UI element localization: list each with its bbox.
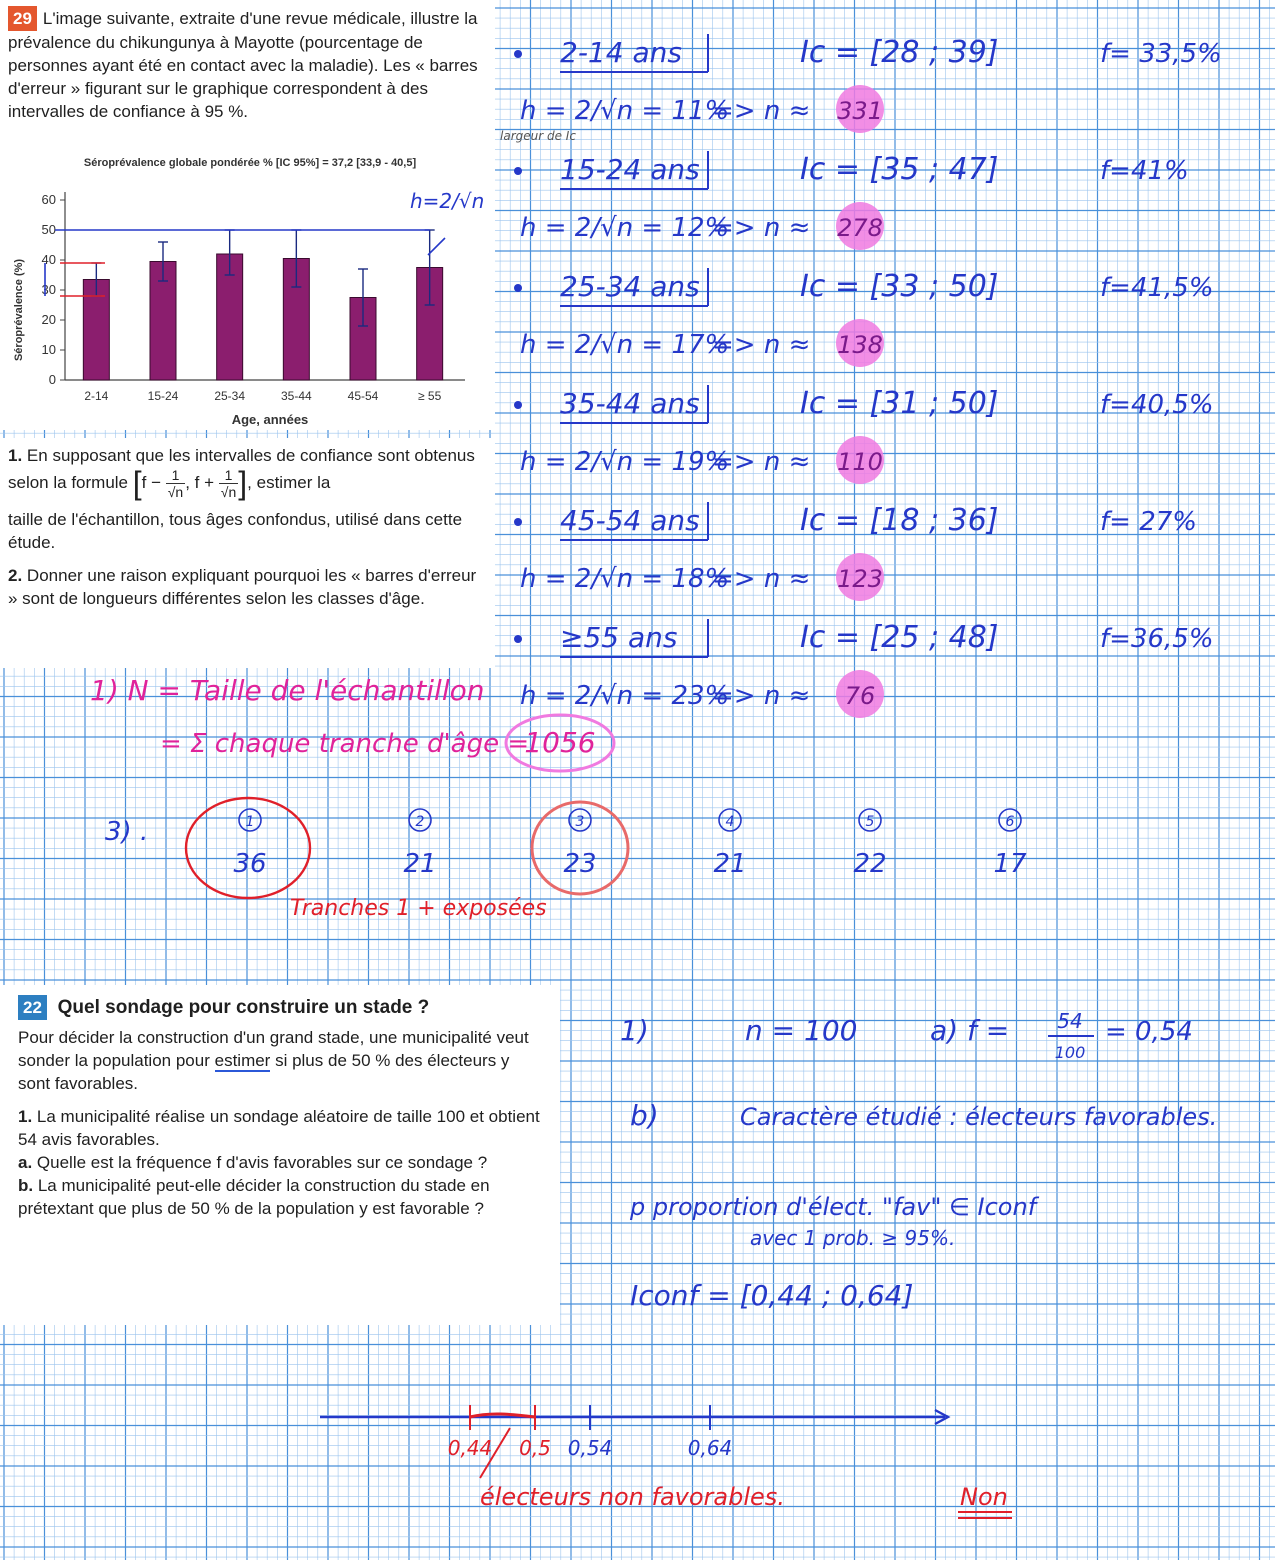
- chart-x-label: Age, années: [231, 412, 309, 427]
- exercise-22-badge: 22: [18, 995, 47, 1020]
- chart-annotation-h: h=2/√n: [410, 189, 485, 213]
- ex22-note-frac-num: 54: [1057, 1009, 1083, 1033]
- exercise-22-intro-underlined: estimer: [214, 1051, 271, 1070]
- answer-3-index: 3: [575, 814, 585, 830]
- ex22-note-2a: b): [630, 1099, 659, 1132]
- exercise-22-q1-text: La municipalité réalise un sondage aléatoire de taille 100 et obtient 54 avis favorables.: [18, 1107, 540, 1149]
- exercise-22-intro-b: si plus de 50 % des électeurs y sont favorables.: [18, 1051, 510, 1093]
- note-interval: Ic = [33 ; 50]: [800, 269, 999, 304]
- ex22-note-1a: 1): [620, 1014, 649, 1047]
- formula-open-bracket: [: [132, 465, 142, 501]
- note-h-formula: h = 2/√n = 12%: [520, 213, 730, 243]
- ex22-note-3b: avec 1 prob. ≥ 95%.: [750, 1226, 956, 1250]
- note-age-range: 2-14 ans: [560, 36, 682, 69]
- note-h-formula: h = 2/√n = 23%: [520, 681, 730, 711]
- answer-3-index: 5: [865, 814, 875, 830]
- note-arrow: => n ≈: [712, 96, 811, 126]
- note-frequency: f= 27%: [1100, 507, 1197, 537]
- answer-3-value: 36: [233, 849, 267, 879]
- chart-x-tick-label: 25-34: [214, 389, 246, 403]
- fraction-denominator-2: √n: [220, 484, 237, 500]
- question-1-number: 1.: [8, 446, 23, 465]
- note-largeur: largeur de Ic: [500, 129, 576, 143]
- note-bullet: [514, 635, 522, 643]
- fraction-numerator: 1: [166, 467, 185, 484]
- note-bullet: [514, 50, 522, 58]
- note-interval: Ic = [25 ; 48]: [800, 620, 999, 655]
- exercise-22-qa-number: a.: [18, 1153, 33, 1172]
- answer-3-index: 1: [245, 814, 255, 830]
- note-n-value: 331: [837, 97, 883, 125]
- answer-1-total: 1056: [524, 726, 596, 759]
- ex22-note-1d: = 0,54: [1105, 1017, 1193, 1047]
- note-arrow: => n ≈: [712, 213, 811, 243]
- note-n-value: 123: [837, 565, 883, 593]
- note-frequency: f= 33,5%: [1100, 39, 1222, 69]
- note-h-formula: h = 2/√n = 19%: [520, 447, 730, 477]
- note-n-value: 278: [837, 214, 883, 242]
- chart-title: Séroprévalence globale pondérée % [IC 95%] = 37,2 [33,9 - 40,5]: [83, 157, 417, 169]
- chart-x-tick-label: ≥ 55: [418, 389, 442, 403]
- note-h-formula: h = 2/√n = 18%: [520, 564, 730, 594]
- chart-x-tick-label: 35-44: [280, 389, 312, 403]
- note-age-range: 45-54 ans: [560, 504, 700, 537]
- answer-3-index: 4: [725, 814, 735, 830]
- note-arrow: => n ≈: [712, 564, 811, 594]
- answer-3-value: 21: [403, 849, 437, 879]
- note-age-range: 35-44 ans: [560, 387, 700, 420]
- conclusion-text: Non: [960, 1483, 1008, 1511]
- exercise-22-title: Quel sondage pour construire un stade ?: [57, 997, 430, 1018]
- chart-y-tick-label: 60: [41, 192, 56, 207]
- chart-x-tick-label: 15-24: [147, 389, 179, 403]
- note-frequency: f=40,5%: [1100, 390, 1214, 420]
- note-bullet: [514, 284, 522, 292]
- chart-y-tick-label: 0: [48, 372, 56, 387]
- note-n-value: 76: [844, 682, 876, 710]
- chart-x-tick-label: 45-54: [347, 389, 379, 403]
- answer-3-value: 22: [853, 849, 887, 879]
- formula-left: f −: [141, 472, 162, 492]
- note-frequency: f=36,5%: [1100, 624, 1214, 654]
- exercise-22-qa-text: Quelle est la fréquence f d'avis favorables sur ce sondage ?: [36, 1153, 488, 1172]
- exercise-29-intro-text: L'image suivante, extraite d'une revue médicale, illustre la prévalence du chikungunya à Mayotte (pourcentage de personnes ayant été en contact avec la maladie). Les « barres d'erreur » figurant sur le graphique correspondent à des intervalles de confiance à 95 %.: [8, 9, 478, 121]
- note-bullet: [514, 401, 522, 409]
- note-arrow: => n ≈: [712, 330, 811, 360]
- exercise-22-qb-text: La municipalité peut-elle décider la construction du stade en prétextant que plus de 50 % de la population y est favorable ?: [18, 1176, 490, 1218]
- note-h-formula: h = 2/√n = 11%: [520, 96, 730, 126]
- answer-3-index: 2: [415, 814, 425, 830]
- answer-3-highlight-1: [186, 798, 310, 898]
- ex22-note-3: p proportion d'élect. "fav" ∈ Iconf: [630, 1193, 1037, 1221]
- note-interval: Ic = [28 ; 39]: [800, 35, 999, 70]
- exercise-22-q1-number: 1.: [18, 1107, 33, 1126]
- note-bullet: [514, 167, 522, 175]
- number-line-label: 0,5: [519, 1436, 551, 1460]
- number-line-note: électeurs non favorables.: [480, 1483, 785, 1511]
- answer-3-note: Tranches 1 + exposées: [290, 896, 547, 921]
- note-frequency: f=41,5%: [1100, 273, 1214, 303]
- fraction-denominator: √n: [167, 484, 184, 500]
- chart-x-tick-label: 2-14: [84, 389, 109, 403]
- ex22-note-frac-den: 100: [1054, 1043, 1086, 1062]
- note-age-range: 25-34 ans: [560, 270, 700, 303]
- chart-y-tick-label: 20: [41, 312, 56, 327]
- exercise-number-badge: 29: [8, 6, 37, 31]
- question-1-continuation: taille de l'échantillon, tous âges confondus, utilisé dans cette étude.: [8, 510, 463, 552]
- chart-y-tick-label: 30: [41, 282, 56, 297]
- answer-3-value: 23: [563, 849, 597, 879]
- chart-y-tick-label: 10: [41, 342, 56, 357]
- chart-y-tick-label: 50: [41, 222, 56, 237]
- exercise-22-intro-a: Pour décider la construction d'un grand stade, une municipalité veut sonder la population pour: [18, 1028, 529, 1070]
- answer-3-value: 17: [993, 849, 1027, 879]
- note-h-formula: h = 2/√n = 17%: [520, 330, 730, 360]
- exercise-22-qb-number: b.: [18, 1176, 34, 1195]
- chart-y-tick-label: 40: [41, 252, 56, 267]
- note-interval: Ic = [35 ; 47]: [800, 152, 999, 187]
- question-2-text: Donner une raison expliquant pourquoi les « barres d'erreur » sont de longueurs différentes selon les classes d'âge.: [8, 566, 477, 608]
- note-age-range: ≥55 ans: [560, 621, 678, 654]
- question-1-text: En supposant que les intervalles de confiance sont obtenus selon la formule: [8, 446, 475, 492]
- number-line-label: 0,54: [567, 1436, 613, 1460]
- ex22-note-2b: Caractère étudié : électeurs favorables.: [740, 1103, 1218, 1131]
- answer-3-index: 6: [1005, 814, 1015, 830]
- note-n-value: 138: [837, 331, 883, 359]
- ex22-note-4: Iconf = [0,44 ; 0,64]: [630, 1279, 914, 1312]
- note-arrow: => n ≈: [712, 681, 811, 711]
- note-frequency: f=41%: [1100, 156, 1189, 186]
- note-n-value: 110: [837, 448, 883, 476]
- fraction-numerator-2: 1: [219, 467, 238, 484]
- chart-y-label: Séroprévalence (%): [13, 258, 25, 362]
- question-2-number: 2.: [8, 566, 23, 585]
- answer-1-line1: 1) N = Taille de l'échantillon: [90, 674, 485, 707]
- note-interval: Ic = [18 ; 36]: [800, 503, 999, 538]
- answer-3-value: 21: [713, 849, 747, 879]
- ex22-note-1c: a) f =: [930, 1014, 1010, 1047]
- number-line-label: 0,64: [687, 1436, 733, 1460]
- note-age-range: 15-24 ans: [560, 153, 700, 186]
- note-arrow: => n ≈: [712, 447, 811, 477]
- formula-close-bracket: ]: [238, 465, 248, 501]
- note-bullet: [514, 518, 522, 526]
- ex22-note-1b: n = 100: [745, 1014, 858, 1047]
- number-line-label: 0,44: [447, 1436, 493, 1460]
- question-1-inline-end: , estimer la: [247, 472, 331, 492]
- answer-1-line2: = Σ chaque tranche d'âge =: [160, 729, 530, 759]
- answer-3-label: 3) .: [105, 817, 149, 847]
- formula-mid: , f +: [185, 472, 215, 492]
- note-interval: Ic = [31 ; 50]: [800, 386, 999, 421]
